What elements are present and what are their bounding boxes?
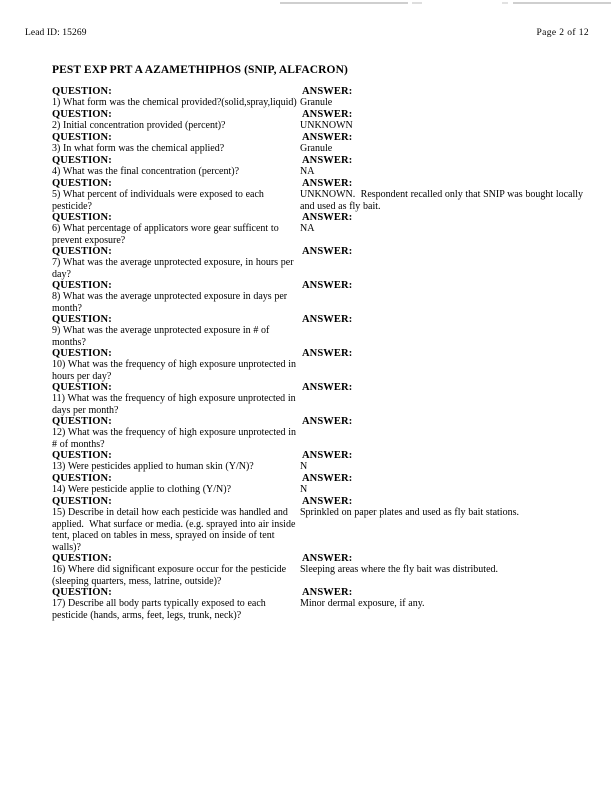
question-cell — [52, 382, 300, 416]
question-label: QUESTION: — [52, 553, 112, 564]
answer-cell — [299, 382, 594, 393]
question-cell — [52, 246, 300, 280]
question-answer-list — [0, 86, 611, 621]
answer-text: Minor dermal exposure, if any. — [300, 598, 425, 610]
answer-label: ANSWER: — [302, 382, 353, 393]
answer-text: NA — [300, 223, 315, 235]
question-cell — [52, 416, 300, 450]
answer-text: N — [300, 461, 308, 473]
question-text: 14) Were pesticide applie to clothing (Y/N)? — [52, 484, 232, 496]
question-text: 16) Where did significant exposure occur for the pesticide (sleeping quarters, mess, latrine, outside)? — [52, 564, 289, 587]
answer-cell — [299, 212, 594, 235]
answer-label: ANSWER: — [302, 450, 353, 461]
answer-text: Granule — [300, 143, 333, 155]
question-text: 8) What was the average unprotected exposure in days per month? — [52, 291, 290, 314]
answer-label: ANSWER: — [302, 212, 353, 223]
answer-cell — [299, 109, 594, 132]
question-cell — [52, 132, 300, 155]
question-label: QUESTION: — [52, 450, 112, 461]
answer-cell — [299, 178, 594, 212]
answer-cell — [299, 280, 594, 291]
answer-text: Sleeping areas where the fly bait was distributed. — [300, 564, 499, 576]
question-label: QUESTION: — [52, 280, 112, 291]
answer-text: N — [300, 484, 308, 496]
question-text: 11) What was the frequency of high exposure unprotected in days per month? — [52, 393, 299, 416]
question-label: QUESTION: — [52, 473, 112, 484]
question-text: 3) In what form was the chemical applied? — [52, 143, 225, 155]
question-label: QUESTION: — [52, 109, 112, 120]
question-cell — [52, 496, 300, 553]
scan-edge-artifact — [502, 2, 508, 4]
answer-label: ANSWER: — [302, 416, 353, 427]
answer-label: ANSWER: — [302, 348, 353, 359]
question-label: QUESTION: — [52, 348, 112, 359]
answer-label: ANSWER: — [302, 178, 353, 189]
question-text: 9) What was the average unprotected exposure in # of months? — [52, 325, 273, 348]
scan-edge-artifact — [280, 2, 408, 4]
question-text: 2) Initial concentration provided (percent)? — [52, 120, 226, 132]
answer-text: UNKNOWN — [300, 120, 353, 132]
answer-cell — [299, 473, 594, 496]
scan-edge-artifact — [412, 2, 422, 4]
answer-cell — [299, 348, 594, 359]
question-cell — [52, 450, 300, 473]
question-label: QUESTION: — [52, 178, 112, 189]
question-label: QUESTION: — [52, 587, 112, 598]
question-cell — [52, 280, 300, 314]
question-text: 17) Describe all body parts typically exposed to each pesticide (hands, arms, feet, legs, trunk, neck)? — [52, 598, 269, 621]
question-label: QUESTION: — [52, 86, 112, 97]
question-text: 5) What percent of individuals were exposed to each pesticide? — [52, 189, 267, 212]
question-cell — [52, 155, 300, 178]
answer-label: ANSWER: — [302, 280, 353, 291]
question-text: 1) What form was the chemical provided?(solid,spray,liquid) — [52, 97, 297, 109]
question-cell — [52, 314, 300, 348]
answer-cell — [299, 246, 594, 257]
question-text: 15) Describe in detail how each pesticide was handled and applied. What surface or media. (e.g. sprayed into air inside tent, placed on tables in mess, sprayed on inside of tent walls)? — [52, 507, 299, 553]
question-label: QUESTION: — [52, 155, 112, 166]
page-number: Page 2 of 12 — [536, 28, 589, 38]
answer-cell — [299, 314, 594, 325]
question-text: 6) What percentage of applicators wore gear sufficent to prevent exposure? — [52, 223, 282, 246]
lead-id: Lead ID: 15269 — [25, 28, 87, 38]
answer-text: Granule — [300, 97, 333, 109]
answer-label: ANSWER: — [302, 132, 353, 143]
question-label: QUESTION: — [52, 246, 112, 257]
answer-cell — [299, 86, 594, 109]
answer-text: NA — [300, 166, 315, 178]
answer-cell — [299, 155, 594, 178]
answer-cell — [299, 132, 594, 155]
answer-cell — [299, 416, 594, 427]
answer-label: ANSWER: — [302, 155, 353, 166]
answer-cell — [299, 450, 594, 473]
answer-cell — [299, 553, 594, 576]
answer-label: ANSWER: — [302, 314, 353, 325]
question-text: 10) What was the frequency of high exposure unprotected in hours per day? — [52, 359, 299, 382]
question-cell — [52, 553, 300, 587]
question-cell — [52, 178, 300, 212]
answer-label: ANSWER: — [302, 86, 353, 97]
question-cell — [52, 109, 300, 132]
answer-label: ANSWER: — [302, 109, 353, 120]
question-text: 7) What was the average unprotected exposure, in hours per day? — [52, 257, 297, 280]
question-label: QUESTION: — [52, 416, 112, 427]
answer-label: ANSWER: — [302, 496, 353, 507]
question-label: QUESTION: — [52, 132, 112, 143]
question-cell — [52, 587, 300, 621]
question-text: 4) What was the final concentration (percent)? — [52, 166, 240, 178]
page-header — [0, 28, 611, 44]
question-cell — [52, 473, 300, 496]
question-label: QUESTION: — [52, 382, 112, 393]
answer-text: UNKNOWN. Respondent recalled only that SNIP was bought locally and used as fly bait. — [300, 189, 586, 212]
question-cell — [52, 212, 300, 246]
question-text: 13) Were pesticides applied to human skin (Y/N)? — [52, 461, 254, 473]
question-label: QUESTION: — [52, 314, 112, 325]
answer-label: ANSWER: — [302, 473, 353, 484]
answer-cell — [299, 587, 594, 610]
answer-text: Sprinkled on paper plates and used as fly bait stations. — [300, 507, 519, 519]
question-label: QUESTION: — [52, 212, 112, 223]
page-title: PEST EXP PRT A AZAMETHIPHOS (SNIP, ALFACRON) — [52, 64, 348, 76]
scan-edge-artifact — [513, 2, 611, 4]
question-text: 12) What was the frequency of high exposure unprotected in # of months? — [52, 427, 299, 450]
answer-label: ANSWER: — [302, 587, 353, 598]
question-cell — [52, 86, 300, 109]
answer-label: ANSWER: — [302, 553, 353, 564]
question-label: QUESTION: — [52, 496, 112, 507]
question-cell — [52, 348, 300, 382]
answer-label: ANSWER: — [302, 246, 353, 257]
answer-cell — [299, 496, 594, 519]
